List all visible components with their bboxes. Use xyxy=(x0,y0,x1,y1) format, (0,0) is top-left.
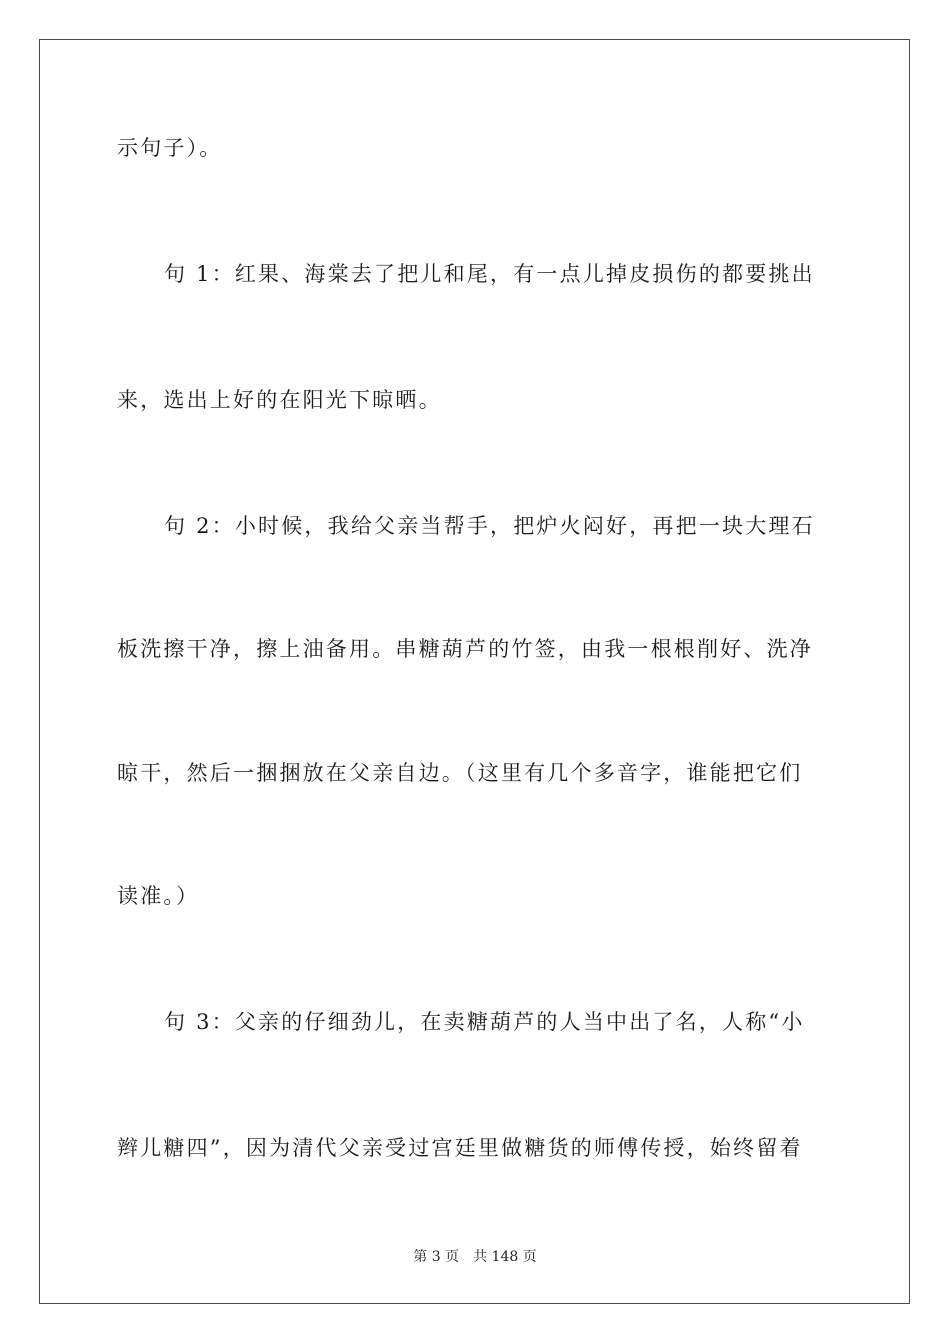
page-total: 共 148 页 xyxy=(473,1249,537,1265)
text-line-5: 板洗擦干净，擦上油备用。串糖葫芦的竹签，由我一根根削好、洗净 xyxy=(117,637,813,661)
text-line-7: 读准。） xyxy=(117,884,200,908)
text-line-4: 句 2：小时候，我给父亲当帮手，把炉火闷好，再把一块大理石 xyxy=(164,514,815,538)
text-line-6: 晾干，然后一捆捆放在父亲自边。（这里有几个多音字，谁能把它们 xyxy=(117,761,803,785)
text-line-2: 句 1：红果、海棠去了把儿和尾，有一点儿掉皮损伤的都要挑出 xyxy=(164,262,815,286)
text-line-3: 来，选出上好的在阳光下晾晒。 xyxy=(117,388,442,412)
text-line-9: 辫儿糖四”，因为清代父亲受过宫廷里做糖货的师傅传授，始终留着 xyxy=(117,1136,803,1160)
page-border xyxy=(39,39,910,1304)
page-footer xyxy=(0,1247,950,1267)
page-number: 第 3 页 xyxy=(413,1249,460,1265)
text-line-8: 句 3：父亲的仔细劲儿，在卖糖葫芦的人当中出了名，人称“小 xyxy=(164,1010,805,1034)
text-line-1: 示句子）。 xyxy=(117,136,223,160)
